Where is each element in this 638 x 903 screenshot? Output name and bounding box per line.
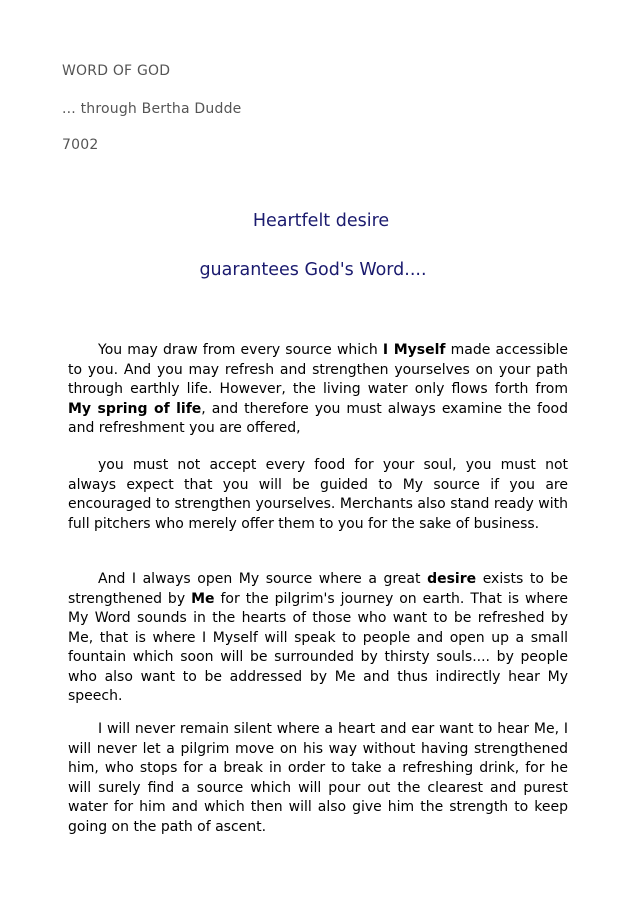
- paragraph-1-text-e: , and therefore you must always examine the food and refreshment you are offered,: [68, 400, 568, 436]
- paragraph-4: [68, 720, 568, 837]
- paragraph-1-text-a: You may draw from every source which: [98, 342, 383, 358]
- paragraph-3-bold-desire: desire: [427, 571, 477, 587]
- paragraph-3-text-e: for the pilgrim's journey on earth. That is where My Word sounds in the hearts of those who want to be refreshed by Me, that is where I Myself will speak to people and open up a small fountain which soon will be surrounded by thirsty souls.... by people who also want to be addressed by Me and thus indirectly hear My speech.: [68, 590, 568, 704]
- paragraph-2: [68, 456, 568, 534]
- paragraph-1: [68, 341, 568, 439]
- paragraph-3-text-a: And I always open My source where a great: [98, 571, 428, 587]
- paragraph-1-bold-spring-of-life: My spring of life: [68, 400, 202, 417]
- paragraph-1-bold-i-myself: I Myself: [382, 342, 446, 358]
- paragraph-2-text: you must not accept every food for your soul, you must not always expect that you will be guided to My source if you are encouraged to strengthen yourselves. Merchants also stand ready with full pitchers who merely offer them to you for the sake of business.: [68, 457, 568, 532]
- paragraph-3-text-c: exists to be strengthened by: [68, 571, 569, 607]
- header-number: 7002: [62, 137, 99, 153]
- title-line-2: guarantees God's Word....: [199, 260, 427, 280]
- paragraph-4-text: I will never remain silent where a heart and ear want to hear Me, I will never let a pilgrim move on his way without having strengthened him, who stops for a break in order to take a refreshing drink, for he will surely find a source which will pour out the clearest and purest water for him and which then will also give him the strength to keep going on the path of ascent.: [68, 721, 568, 835]
- title-line-1: Heartfelt desire: [252, 211, 390, 231]
- paragraph-3-bold-me: Me: [191, 590, 215, 607]
- header-author: ... through Bertha Dudde: [62, 101, 242, 117]
- paragraph-1-text-c: made accessible to you. And you may refresh and strengthen yourselves on your path through earthly life. However, the living water only flows forth from: [68, 342, 568, 397]
- header-word-of-god: WORD OF GOD: [62, 63, 171, 79]
- paragraph-3: [68, 570, 568, 707]
